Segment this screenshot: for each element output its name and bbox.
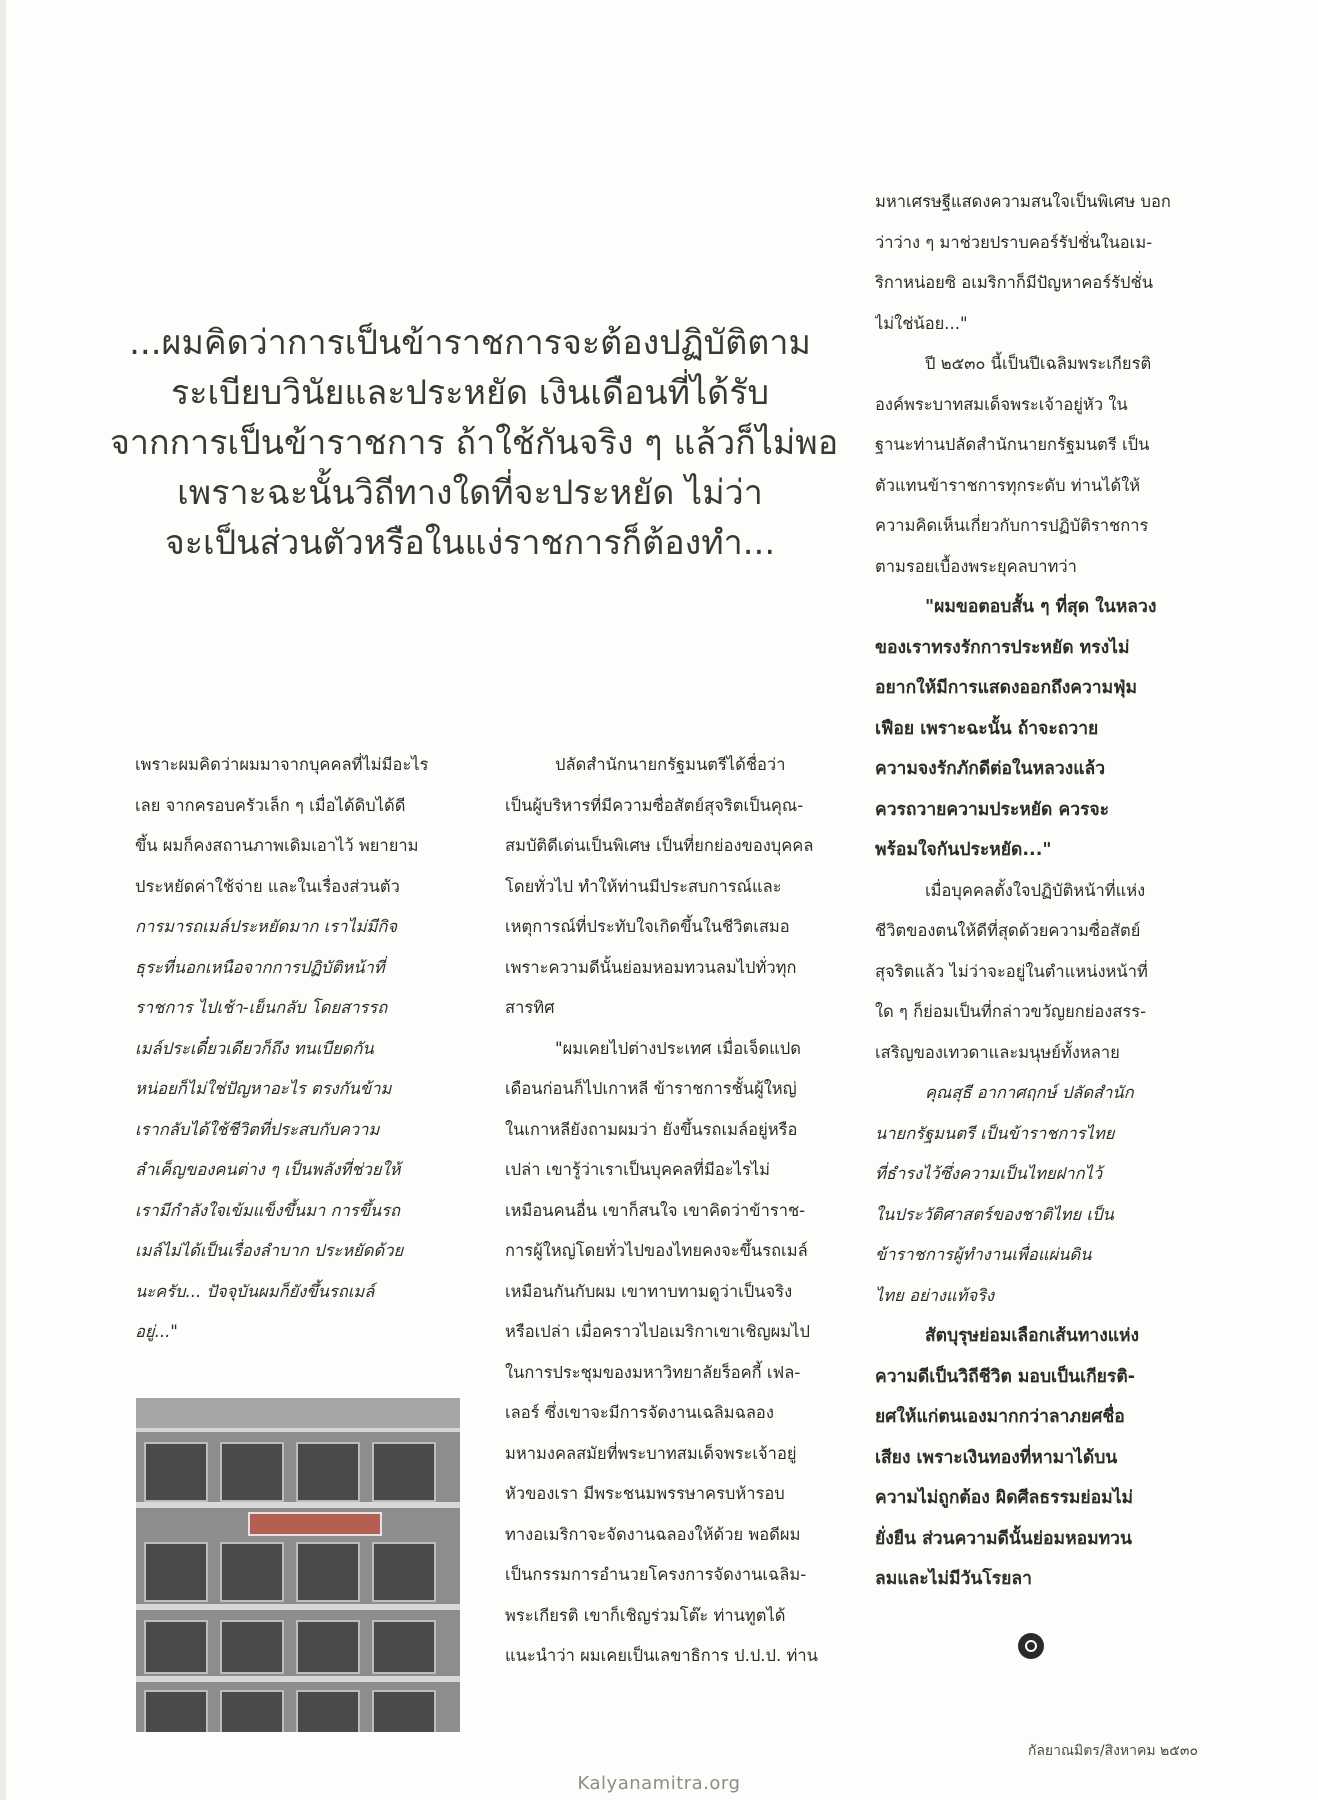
italic-text-line: อยู่..." <box>135 1322 178 1341</box>
text-line: เลย จากครอบครัวเล็ก ๆ เมื่อได้ดิบได้ดี <box>135 795 406 815</box>
bold-quote-line: อยากให้มีการแสดงออกถึงความฟุ่ม <box>875 678 1138 698</box>
bold-text-line: เสียง เพราะเงินทองที่หามาได้บน <box>875 1447 1118 1468</box>
text-line: เมื่อบุคคลตั้งใจปฏิบัติหน้าที่แห่ง <box>925 880 1146 900</box>
photo-window <box>372 1442 436 1502</box>
photo-window <box>220 1442 284 1502</box>
text-line: ว่าว่าง ๆ มาช่วยปราบคอร์รัปชั่นในอเม- <box>875 232 1153 252</box>
bold-text-line: ความไม่ถูกต้อง ผิดศีลธรรมย่อมไม่ <box>875 1488 1134 1508</box>
bold-text-line: ลมและไม่มีวันโรยลา <box>875 1569 1032 1589</box>
bold-text-line: สัตบุรุษย่อมเลือกเส้นทางแห่ง <box>925 1326 1140 1346</box>
photo-window <box>144 1620 208 1674</box>
text-line: หัวของเรา มีพระชนมพรรษาครบห้ารอบ <box>505 1484 785 1503</box>
text-line: เพราะผมคิดว่าผมมาจากบุคคลที่ไม่มีอะไร <box>135 755 429 774</box>
bold-text-line: ความดีเป็นวิถีชีวิต มอบเป็นเกียรติ- <box>875 1366 1135 1387</box>
text-line: สารทิศ <box>505 998 555 1017</box>
photo-window <box>296 1442 360 1502</box>
bold-quote-line: เฟือย เพราะฉะนั้น ถ้าจะถวาย <box>875 718 1099 739</box>
bold-text-line: ยั่งยืน ส่วนความดีนั้นย่อมหอมทวน <box>875 1528 1132 1549</box>
article-column-1 <box>135 745 460 1353</box>
text-line: การผู้ใหญ่โดยทั่วไปของไทยคงจะขึ้นรถเมล์ <box>505 1241 808 1260</box>
text-line: โดยทั่วไป ทำให้ท่านมีประสบการณ์และ <box>505 876 782 896</box>
bold-text-line: ยศให้แก่ตนเองมากกว่าลาภยศชื่อ <box>875 1407 1125 1427</box>
pull-quote-line: ระเบียบวินัยและประหยัด เงินเดือนที่ได้รับ <box>170 373 770 413</box>
italic-text-line: หน่อยก็ไม่ใช่ปัญหาอะไร ตรงกันข้าม <box>135 1079 392 1098</box>
text-line: ใด ๆ ก็ย่อมเป็นที่กล่าวขวัญยกย่องสรร- <box>875 1002 1147 1021</box>
bold-quote-line: ของเราทรงรักการประหยัด ทรงไม่ <box>875 637 1130 658</box>
page-edge <box>0 0 6 1800</box>
photo-window <box>296 1620 360 1674</box>
text-line: ขึ้น ผมก็คงสถานภาพเดิมเอาไว้ พยายาม <box>135 836 419 855</box>
photo-window <box>144 1690 208 1732</box>
text-line: สุจริตแล้ว ไม่ว่าจะอยู่ในตำแหน่งหน้าที่ <box>875 961 1148 981</box>
text-line: หรือเปล่า เมื่อคราวไปอเมริกาเขาเชิญผมไป <box>505 1322 810 1341</box>
pull-quote <box>110 318 839 568</box>
italic-text-line: เรามีกำลังใจเข้มแข็งขึ้นมา การขึ้นรถ <box>135 1200 401 1220</box>
text-line: สมบัติดีเด่นเป็นพิเศษ เป็นที่ยกย่องของบุคคล <box>505 836 814 855</box>
text-line: เดือนก่อนก็ไปเกาหลี ข้าราชการชั้นผู้ใหญ่ <box>505 1079 797 1098</box>
article-column-3 <box>875 182 1205 1600</box>
text-line: เป็นผู้บริหารที่มีความซื่อสัตย์สุจริตเป็นคุณ- <box>505 795 804 815</box>
pull-quote-line: จะเป็นส่วนตัวหรือในแง่ราชการก็ต้องทำ... <box>164 523 776 563</box>
text-line: แนะนำว่า ผมเคยเป็นเลขาธิการ ป.ป.ป. ท่าน <box>505 1646 818 1665</box>
italic-text-line: ไทย อย่างแท้จริง <box>875 1285 995 1305</box>
text-line: เป็นกรรมการอำนวยโครงการจัดงานเฉลิม- <box>505 1565 807 1584</box>
italic-text-line: เมล์ไม่ได้เป็นเรื่องลำบาก ประหยัดด้วย <box>135 1241 404 1260</box>
text-line: เหมือนกันกับผม เขาทาบทามดูว่าเป็นจริง <box>505 1281 793 1301</box>
bold-quote-line: ควรถวายความประหยัด ควรจะ <box>875 799 1110 820</box>
text-line: ปี ๒๕๓๐ นี้เป็นปีเฉลิมพระเกียรติ <box>925 354 1152 373</box>
photo-window <box>144 1542 208 1602</box>
text-line: มหาเศรษฐีแสดงความสนใจเป็นพิเศษ บอก <box>875 192 1171 211</box>
photo-ledge <box>136 1676 460 1682</box>
text-line: เลอร์ ซึ่งเขาจะมีการจัดงานเฉลิมฉลอง <box>505 1403 774 1422</box>
text-line: ความคิดเห็นเกี่ยวกับการปฏิบัติราชการ <box>875 516 1149 535</box>
photo-window <box>372 1620 436 1674</box>
text-line: ในเกาหลียังถามผมว่า ยังขึ้นรถเมล์อยู่หรือ <box>505 1119 798 1139</box>
italic-text-line: ในประวัติศาสตร์ของชาติไทย เป็น <box>875 1204 1114 1224</box>
text-line: องค์พระบาทสมเด็จพระเจ้าอยู่หัว ใน <box>875 394 1128 414</box>
text-line: ตัวแทนข้าราชการทุกระดับ ท่านได้ให้ <box>875 475 1141 495</box>
italic-text-line: ลำเค็ญของคนต่าง ๆ เป็นพลังที่ช่วยให้ <box>135 1160 401 1179</box>
text-line: ชีวิตของตนให้ดีที่สุดด้วยความซื่อสัตย์ <box>875 921 1141 940</box>
text-line: "ผมเคยไปต่างประเทศ เมื่อเจ็ดแปด <box>555 1038 801 1058</box>
italic-text-line: การมารถเมล์ประหยัดมาก เราไม่มีกิจ <box>135 917 398 936</box>
text-line: ฐานะท่านปลัดสำนักนายกรัฐมนตรี เป็น <box>875 435 1150 454</box>
italic-text-line: นายกรัฐมนตรี เป็นข้าราชการไทย <box>875 1123 1115 1143</box>
photo-window <box>296 1690 360 1732</box>
italic-text-line: เมล์ประเดี๋ยวเดียวก็ถึง ทนเบียดกัน <box>135 1038 374 1058</box>
text-line: ในการประชุมของมหาวิทยาลัยร็อคกี้ เฟล- <box>505 1362 801 1382</box>
text-line: ปลัดสำนักนายกรัฐมนตรีได้ชื่อว่า <box>555 755 786 774</box>
bold-quote-line: พร้อมใจกันประหยัด..." <box>875 840 1052 860</box>
page-footer: กัลยาณมิตร/สิงหาคม ๒๕๓๐ <box>1027 1743 1198 1759</box>
text-line: ริกาหน่อยซิ อเมริกาก็มีปัญหาคอร์รัปชั่น <box>875 273 1154 292</box>
pull-quote-line: เพราะฉะนั้นวิถีทางใดที่จะประหยัด ไม่ว่า <box>177 473 763 513</box>
photo-building-sign <box>248 1512 382 1536</box>
text-line: เหมือนคนอื่น เขาก็สนใจ เขาคิดว่าข้าราช- <box>505 1200 806 1220</box>
photo-roof-band <box>136 1398 460 1428</box>
end-of-article-icon <box>1018 1633 1044 1659</box>
text-line: พระเกียรติ เขาก็เชิญร่วมโต๊ะ ท่านทูตได้ <box>505 1605 786 1625</box>
article-column-2 <box>505 745 835 1677</box>
italic-text-line: ข้าราชการผู้ทำงานเพื่อแผ่นดิน <box>875 1245 1092 1264</box>
photo-window <box>372 1690 436 1732</box>
photo-window <box>220 1542 284 1602</box>
photo-window <box>144 1442 208 1502</box>
italic-text-line: คุณสุธี อากาศฤกษ์ ปลัดสำนัก <box>925 1083 1134 1102</box>
pull-quote-line: ...ผมคิดว่าการเป็นข้าราชการจะต้องปฏิบัติตาม <box>129 323 811 363</box>
photo-ledge <box>136 1502 460 1508</box>
photo-window <box>296 1542 360 1602</box>
text-line: ไม่ใช่น้อย..." <box>875 313 968 333</box>
italic-text-line: นะครับ... ปัจจุบันผมก็ยังขึ้นรถเมล์ <box>135 1281 375 1301</box>
text-line: มหามงคลสมัยที่พระบาทสมเด็จพระเจ้าอยู่ <box>505 1443 797 1463</box>
bold-quote-line: ความจงรักภักดีต่อในหลวงแล้ว <box>875 759 1106 779</box>
italic-text-line: ราชการ ไปเช้า-เย็นกลับ โดยสารรถ <box>135 998 388 1017</box>
italic-text-line: ธุระที่นอกเหนือจากการปฏิบัติหน้าที่ <box>135 957 385 977</box>
text-line: ประหยัดค่าใช้จ่าย และในเรื่องส่วนตัว <box>135 876 400 896</box>
text-line: เหตุการณ์ที่ประทับใจเกิดขึ้นในชีวิตเสมอ <box>505 917 790 936</box>
photo-window <box>220 1690 284 1732</box>
photo-window <box>220 1620 284 1674</box>
text-line: ทางอเมริกาจะจัดงานฉลองให้ด้วย พอดีผม <box>505 1524 801 1544</box>
text-line: ตามรอยเบื้องพระยุคลบาทว่า <box>875 556 1077 576</box>
text-line: เปล่า เขารู้ว่าเราเป็นบุคคลที่มีอะไรไม่ <box>505 1160 770 1179</box>
building-photo <box>136 1398 460 1732</box>
italic-text-line: ที่ธำรงไว้ซึ่งความเป็นไทยฝากไว้ <box>875 1164 1103 1183</box>
italic-text-line: เรากลับได้ใช้ชีวิตที่ประสบกับความ <box>135 1119 380 1139</box>
text-line: เสริญของเทวดาและมนุษย์ทั้งหลาย <box>875 1042 1120 1062</box>
photo-window <box>372 1542 436 1602</box>
photo-ledge <box>136 1428 460 1432</box>
text-line: เพราะความดีนั้นย่อมหอมทวนลมไปทั่วทุก <box>505 957 797 977</box>
pull-quote-line: จากการเป็นข้าราชการ ถ้าใช้กันจริง ๆ แล้วก็ไม่พอ <box>110 423 839 463</box>
bold-quote-line: "ผมขอตอบสั้น ๆ ที่สุด ในหลวง <box>925 597 1157 617</box>
photo-ledge <box>136 1604 460 1610</box>
watermark: Kalyanamitra.org <box>577 1773 741 1794</box>
